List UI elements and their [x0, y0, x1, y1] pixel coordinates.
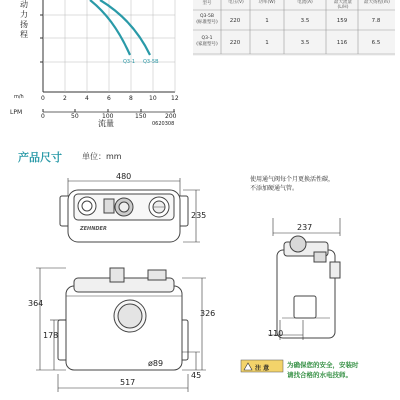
row-voltage: 220 — [229, 40, 241, 46]
x-tick: 0 — [41, 113, 45, 120]
table-header: 电流(A) — [297, 0, 313, 5]
row-flow: 159 — [336, 18, 348, 24]
dim-front-pipe: ø89 — [148, 359, 164, 368]
chart-code: 0620308 — [152, 121, 175, 127]
spec-table — [193, 0, 395, 56]
front-view-drawing — [58, 268, 188, 370]
chart-ylabel-head: 动力 — [20, 0, 28, 19]
section-title: 产品尺寸 — [18, 151, 62, 164]
x-tick: 2 — [63, 95, 67, 102]
row-voltage: 220 — [229, 18, 241, 24]
chart-y-unit: m/h — [14, 94, 24, 100]
row-head: 6.5 — [371, 40, 381, 46]
row-model: Q3-1 (家庭型号) — [196, 36, 218, 47]
row-current: 3.5 — [300, 18, 310, 24]
x-tick: 8 — [129, 95, 133, 102]
chart-ylabel: 扬程 — [20, 20, 28, 39]
x-tick: 12 — [171, 95, 179, 102]
warning-text: 为确保您的安全，安装时 请找合格的水电技师。 — [287, 361, 359, 379]
warning-label: 注 意 — [255, 365, 270, 372]
vent-note: 使用通气阀每个月更换活性碳， 不添加硬通气管。 — [250, 176, 335, 192]
x-tick: 10 — [149, 95, 157, 102]
table-header: 电压(V) — [228, 0, 244, 5]
dim-front-height: 364 — [28, 299, 44, 308]
row-power: 1 — [265, 18, 269, 24]
chart-x-unit: LPM — [10, 109, 23, 116]
row-flow: 116 — [336, 40, 348, 46]
x-tick: 150 — [135, 113, 147, 120]
dim-top-width: 480 — [116, 172, 132, 181]
dim-front-mid: 178 — [43, 331, 59, 340]
row-model: Q3-5B (标准型号) — [196, 14, 218, 25]
side-view-drawing — [277, 236, 340, 338]
x-tick: 100 — [102, 113, 114, 120]
row-current: 3.5 — [300, 40, 310, 46]
dim-front-width: 517 — [120, 378, 136, 387]
dim-front-right: 326 — [200, 309, 216, 318]
table-header: 功率(W) — [258, 0, 276, 5]
chart-xlabel: 流量 — [98, 119, 114, 128]
table-header: 最大流量(L/H) — [334, 0, 352, 10]
row-head: 7.8 — [371, 18, 381, 24]
dim-side-width: 237 — [297, 223, 313, 232]
x-tick: 0 — [41, 95, 45, 102]
x-tick: 4 — [85, 95, 89, 102]
curve-label-q3-5b: Q3-5B — [143, 59, 159, 65]
x-tick: 200 — [165, 113, 177, 120]
table-header: 型号 — [202, 1, 212, 6]
curve-q3-1 — [90, 0, 130, 55]
dim-front-inlet: 45 — [191, 371, 202, 380]
x-tick: 6 — [107, 95, 111, 102]
curve-label-q3-1: Q3-1 — [123, 59, 136, 65]
dim-top-depth: 235 — [191, 211, 207, 220]
dim-side-offset: 110 — [268, 329, 284, 338]
table-header: 最大扬程(m) — [364, 0, 390, 5]
row-power: 1 — [265, 40, 269, 46]
x-tick: 50 — [71, 113, 79, 120]
brand-logo: ZEHNDER — [80, 226, 107, 232]
section-unit: 单位：mm — [82, 152, 122, 161]
top-view-drawing — [60, 190, 188, 242]
